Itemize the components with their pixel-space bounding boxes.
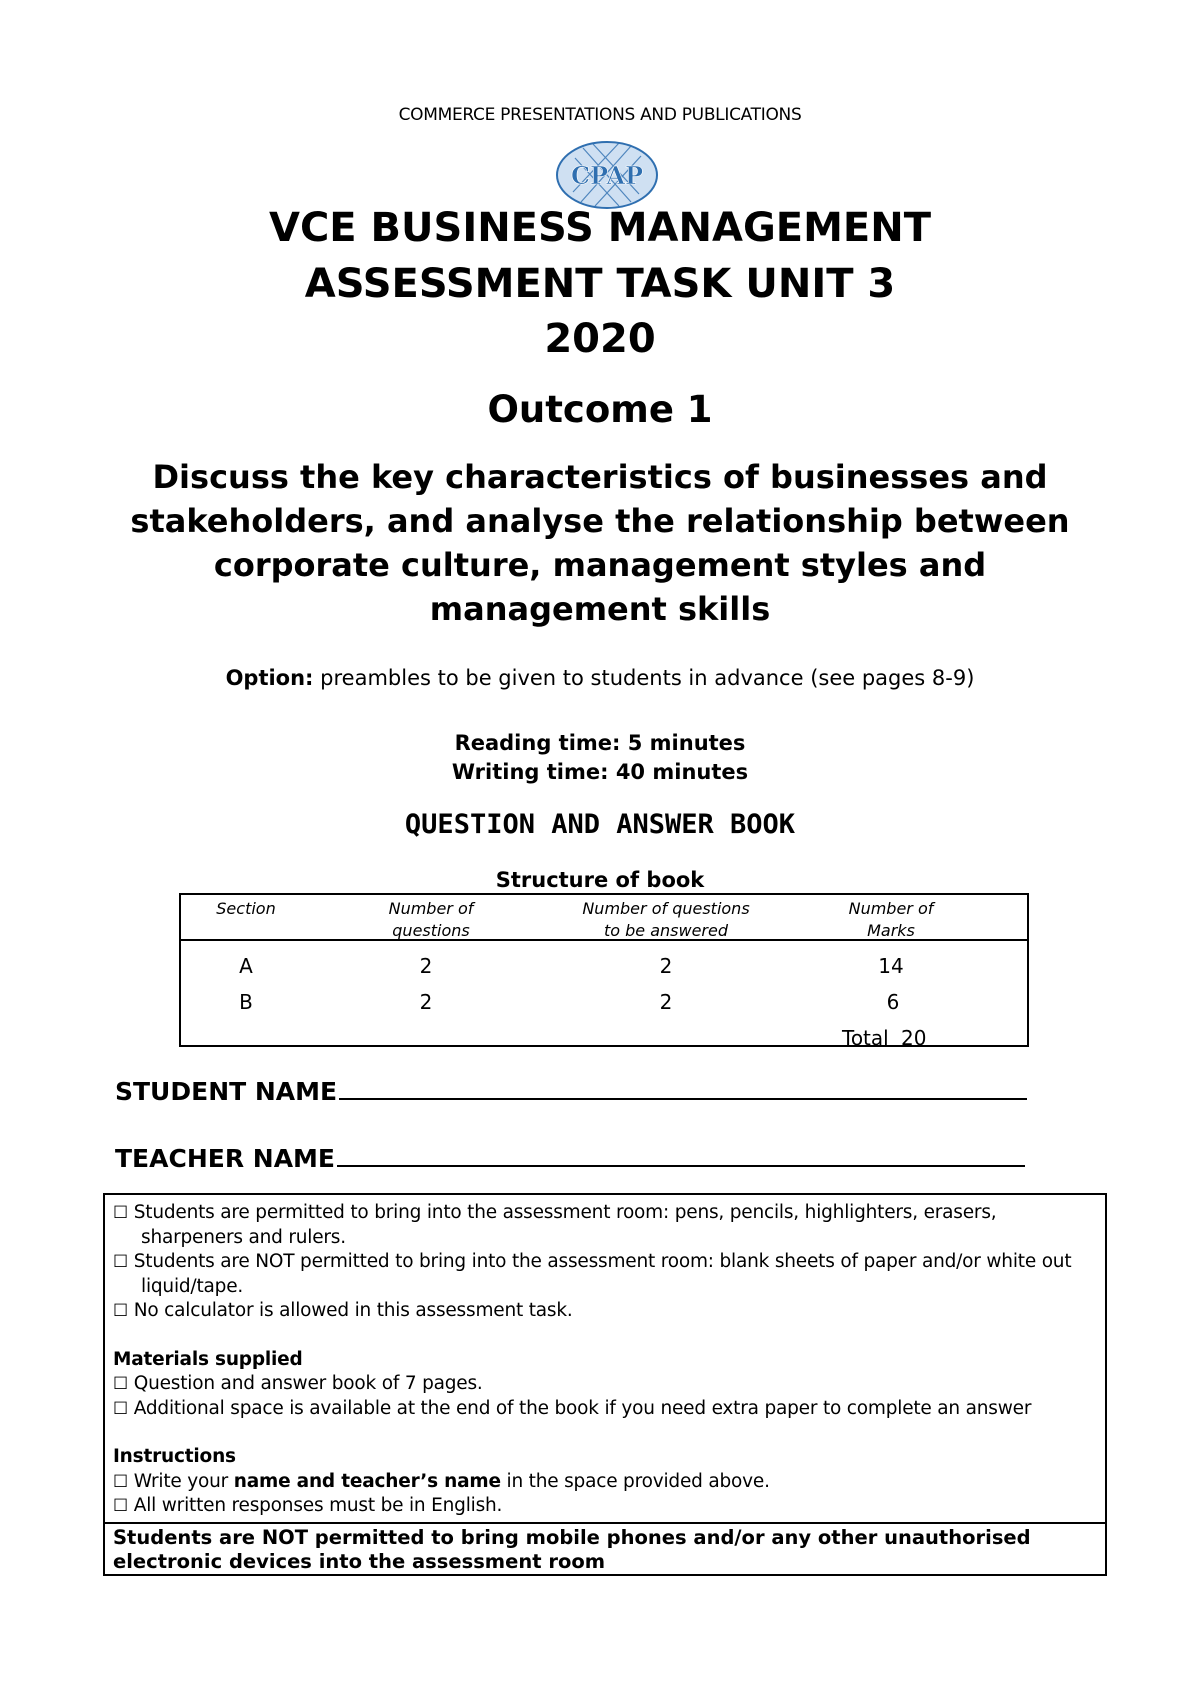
total-value: 20	[901, 1026, 927, 1050]
row-b-section: B	[239, 990, 253, 1014]
rules-main	[105, 1195, 1105, 1522]
logo-lettering: CPAP	[570, 161, 644, 190]
checkbox-icon: ☐	[113, 1496, 129, 1516]
title-line-1: VCE BUSINESS MANAGEMENT	[268, 205, 931, 251]
row-a-answered: 2	[659, 954, 673, 978]
option-label: Option:	[225, 666, 314, 690]
publisher-name: COMMERCE PRESENTATIONS AND PUBLICATIONS	[398, 105, 802, 125]
teacher-name-line[interactable]	[337, 1143, 1025, 1167]
teacher-name-field[interactable]	[115, 1143, 1025, 1173]
materials-heading: Materials supplied	[113, 1348, 303, 1370]
option-line	[0, 666, 1200, 690]
checkbox-icon: ☐	[113, 1398, 129, 1419]
title-line-2: ASSESSMENT TASK UNIT 3	[304, 261, 896, 307]
checkbox-icon: ☐	[113, 1374, 129, 1394]
structure-title: Structure of book	[495, 868, 705, 892]
teacher-name-label: TEACHER NAME	[115, 1144, 336, 1173]
student-name-field[interactable]	[115, 1076, 1027, 1106]
book-heading: QUESTION AND ANSWER BOOK	[404, 809, 796, 840]
total-label: Total	[842, 1026, 889, 1050]
checkbox-icon: ☐	[113, 1203, 129, 1223]
checkbox-icon: ☐	[113, 1471, 129, 1492]
row-b-marks: 6	[886, 990, 900, 1014]
row-a-questions: 2	[419, 954, 433, 978]
checkbox-icon: ☐	[113, 1252, 129, 1272]
rules-footer: Students are NOT permitted to bring mobile phones and/or any other unauthorised electronic devices into the assessment room	[105, 1522, 1105, 1574]
title-year: 2020	[544, 316, 656, 362]
reading-time: Reading time: 5 minutes	[454, 731, 746, 755]
row-a-marks: 14	[878, 954, 904, 978]
instruction-item: ☐ All written responses must be in English.	[113, 1495, 503, 1516]
col-header-questions: Number of questions	[388, 899, 474, 940]
row-b-answered: 2	[659, 990, 673, 1014]
rule-item: ☐ Students are NOT permitted to bring into the assessment room: blank sheets of paper and/or white out liquid/tape.	[113, 1251, 1072, 1297]
col-header-answered: Number of questions to be answered	[582, 899, 750, 940]
option-text: preambles to be given to students in advance (see pages 8-9)	[320, 666, 975, 690]
row-a-section: A	[239, 954, 253, 978]
material-item: ☐ Question and answer book of 7 pages.	[113, 1373, 483, 1394]
row-b-questions: 2	[419, 990, 433, 1014]
instruction-item: ☐ Write your name and teacher’s name in the space provided above.	[113, 1470, 770, 1492]
rule-item: ☐ Students are permitted to bring into the assessment room: pens, pencils, highlighters, erasers, sharpeners and rulers.	[113, 1202, 997, 1248]
instructions-heading: Instructions	[113, 1446, 236, 1467]
student-name-label: STUDENT NAME	[115, 1077, 338, 1106]
publisher-logo	[553, 138, 661, 212]
checkbox-icon: ☐	[113, 1301, 129, 1321]
table-header-divider	[181, 939, 1027, 941]
outcome-heading: Outcome 1	[487, 388, 713, 431]
material-item: ☐ Additional space is available at the end of the book if you need extra paper to complete an answer	[113, 1397, 1032, 1419]
writing-time: Writing time: 40 minutes	[451, 760, 749, 784]
student-name-line[interactable]	[339, 1076, 1027, 1100]
structure-table	[179, 893, 1029, 1050]
rules-box	[103, 1193, 1107, 1576]
col-header-marks: Number of Marks	[848, 899, 934, 940]
col-header-section: Section	[216, 899, 276, 918]
rule-item: ☐ No calculator is allowed in this assessment task.	[113, 1300, 573, 1321]
outcome-description: Discuss the key characteristics of businesses and stakeholders, and analyse the relationship between corporate culture, management styles and management skills	[130, 458, 1070, 628]
